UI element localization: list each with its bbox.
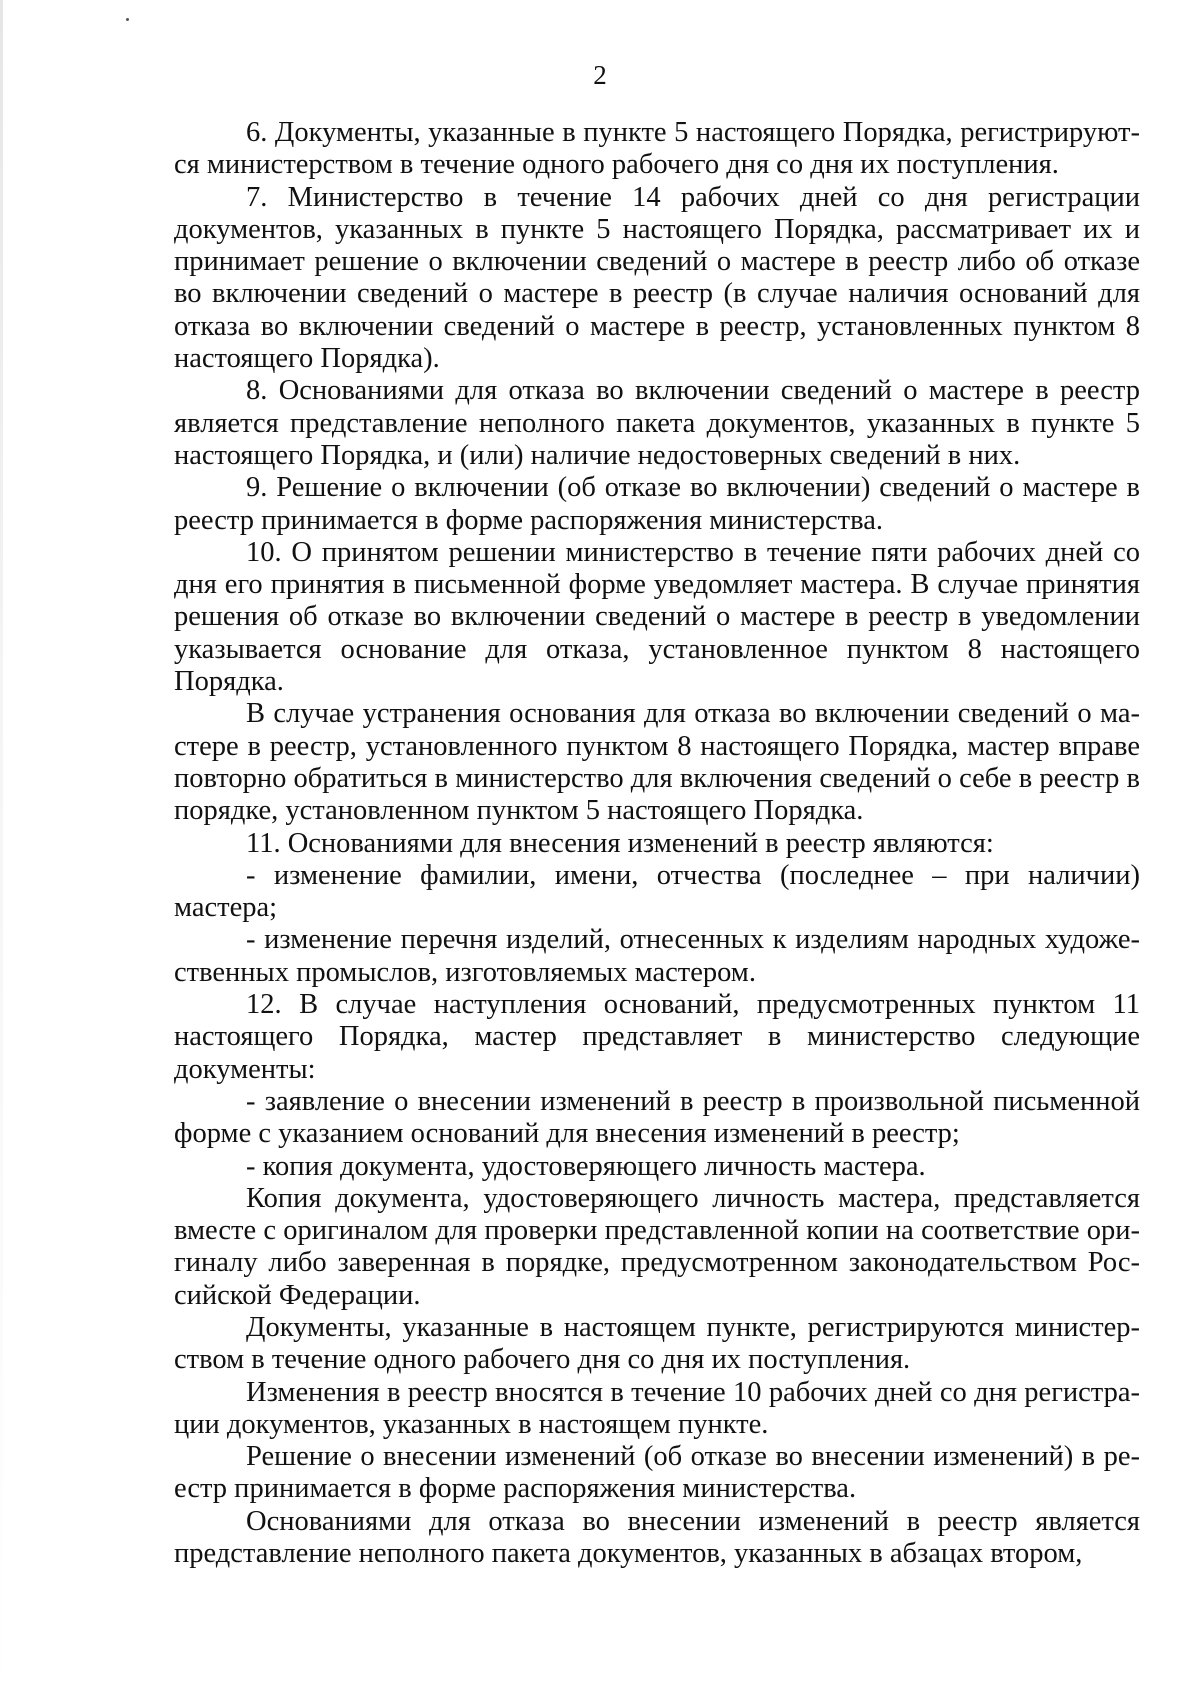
- paragraph-12: 12. В случае наступления оснований, предусмотренных пунктом 11 настоящего Порядка, мастер представляет в министерство следующие документы:: [174, 989, 1140, 1085]
- paragraph-8: 8. Основаниями для отказа во включении сведений о мастере в реестр является представление неполного пакета документов, указанных в пункте 5 настоящего Порядка, и (или) наличие недостоверных сведений в них.: [174, 375, 1140, 471]
- paragraph-9: 9. Решение о включении (об отказе во включении) сведений о мастере в реестр принимается в форме распоряжения министерства.: [174, 472, 1140, 536]
- paragraph-7: 7. Министерство в течение 14 рабочих дней со дня регистрации документов, указанных в пункте 5 настоящего Порядка, рассматривает их и принимает решение о включении сведений о мастере в реестр либо об отказе во включении сведений о мастере в реестр (в случае наличия оснований для отказа во включении сведений о мастере в реестр, установленных пунктом 8 настоящего Порядка).: [174, 181, 1140, 375]
- paragraph-6: 6. Документы, указанные в пункте 5 настоящего Порядка, регистрируются министерством в течение одного рабочего дня со дня их поступления.: [174, 117, 1140, 181]
- paragraph-12-cont: Основаниями для отказа во внесении изменений в реестр является представление неполного пакета документов, указанных в абзацах втором,: [174, 1505, 1140, 1570]
- paragraph-12-cont: Документы, указанные в настоящем пункте, регистрируются министерством в течение одного рабочего дня со дня их поступления.: [174, 1311, 1140, 1376]
- list-item: - изменение перечня изделий, отнесенных к изделиям народных художественных промыслов, изготовляемых мастером.: [174, 924, 1140, 988]
- paragraph-10: 10. О принятом решении министерство в течение пяти рабочих дней со дня его принятия в письменной форме уведомляет мастера. В случае принятия решения об отказе во включении сведений о мастере в реестр в уведомлении указывается основание для отказа, установленное пунктом 8 настоящего Порядка.: [174, 536, 1140, 698]
- paragraph-12-cont: Изменения в реестр вносятся в течение 10 рабочих дней со дня регистрации документов, указанных в настоящем пункте.: [174, 1376, 1140, 1440]
- document-body: [174, 117, 1140, 1570]
- list-item: - изменение фамилии, имени, отчества (последнее – при наличии) мастера;: [174, 859, 1140, 924]
- scan-dot: [126, 18, 129, 21]
- scan-edge: [0, 0, 3, 1703]
- paragraph-11: 11. Основаниями для внесения изменений в реестр являются:: [246, 827, 994, 859]
- list-item: - копия документа, удостоверяющего личность мастера.: [246, 1150, 926, 1182]
- paragraph-12-cont: Решение о внесении изменений (об отказе во внесении изменений) в реестр принимается в форме распоряжения министерства.: [174, 1441, 1140, 1505]
- page-number: 2: [593, 60, 607, 90]
- paragraph-12-cont: Копия документа, удостоверяющего личность мастера, представляется вместе с оригиналом для проверки представленной копии на соответствие оригиналу либо заверенная в порядке, предусмотренном законодательством Российской Федерации.: [174, 1182, 1140, 1311]
- list-item: - заявление о внесении изменений в реестр в произвольной письменной форме с указанием оснований для внесения изменений в реестр;: [174, 1085, 1140, 1150]
- paragraph-10-cont: В случае устранения основания для отказа во включении сведений о мастере в реестр, установленного пунктом 8 настоящего Порядка, мастер вправе повторно обратиться в министерство для включения сведений о себе в реестр в порядке, установленном пунктом 5 настоящего Порядка.: [174, 698, 1140, 827]
